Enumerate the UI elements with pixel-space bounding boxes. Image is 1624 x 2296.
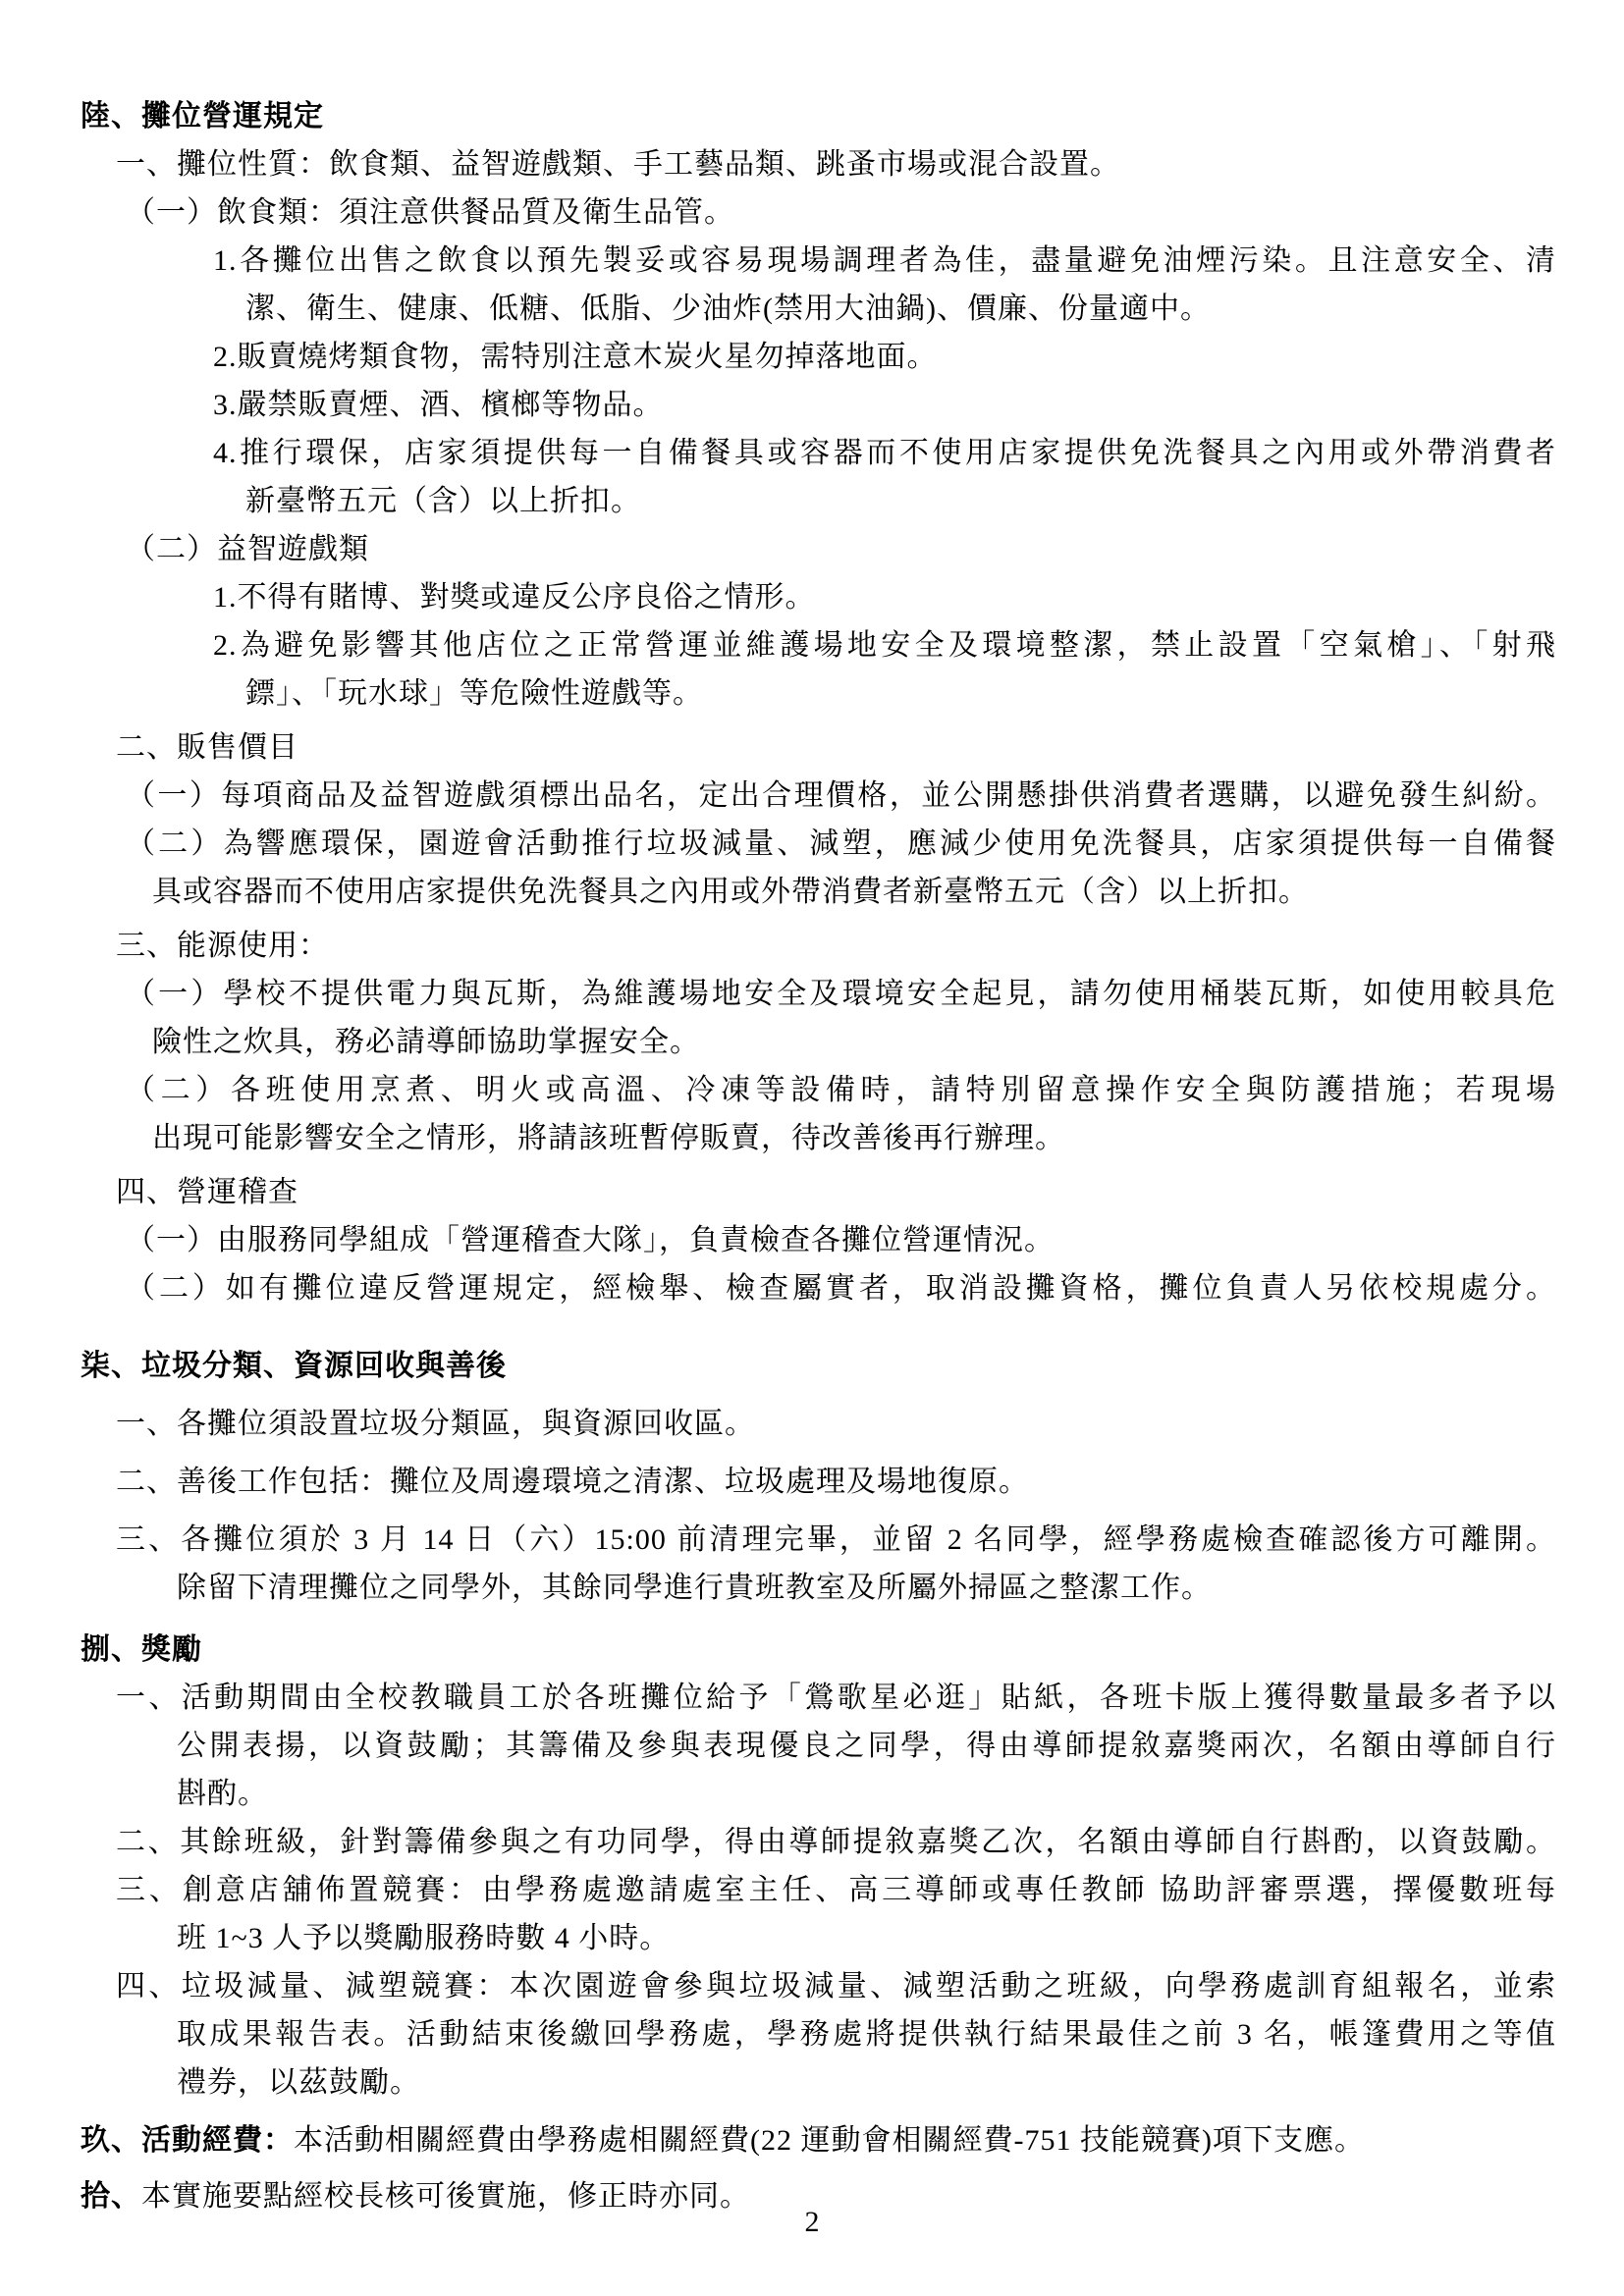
text-line: 險性之炊具，務必請導師協助掌握安全。 [152, 1026, 700, 1058]
section-heading-line: 拾、本實施要點經校長核可後實施，修正時亦同。 [81, 2180, 750, 2213]
page-number: 2 [804, 2206, 820, 2238]
text-line: （二）如有攤位違反營運規定，經檢舉、檢查屬實者，取消設攤資格，攤位負責人另依校規處分。 [126, 1272, 1556, 1305]
text-line: （一）學校不提供電力與瓦斯，為維護場地安全及環境安全起見，請勿使用桶裝瓦斯，如使用較具危 [126, 978, 1556, 1010]
text-line: 具或容器而不使用店家提供免洗餐具之內用或外帶消費者新臺幣五元（含）以上折扣。 [152, 876, 1309, 908]
text-line: （二）為響應環保，園遊會活動推行垃圾減量、減塑，應減少使用免洗餐具，店家須提供每一自備餐 [126, 828, 1556, 860]
text-line: （一）每項商品及益智遊戲須標出品名，定出合理價格，並公開懸掛供消費者選購，以避免發生糾紛。 [126, 779, 1556, 812]
text-line: 四、營運稽查 [116, 1176, 298, 1208]
text-line: 班 1~3 人予以獎勵服務時數 4 小時。 [177, 1922, 671, 1954]
section-label: 玖、活動經費： [81, 2124, 294, 2157]
text-line: 一、活動期間由全校教職員工於各班攤位給予「鶯歌星必逛」貼紙，各班卡版上獲得數量最多者予以 [116, 1682, 1556, 1714]
section-heading-line: 玖、活動經費：本活動相關經費由學務處相關經費(22 運動會相關經費-751 技能競賽)項下支應。 [81, 2124, 1365, 2157]
text-line: 2.為避免影響其他店位之正常營運並維護場地安全及環境整潔，禁止設置「空氣槍」、「射飛 [213, 629, 1556, 662]
section-heading-line: 捌、獎勵 [81, 1633, 202, 1666]
text-line: （二）益智遊戲類 [126, 533, 369, 565]
text-line: （二）各班使用烹煮、明火或高溫、冷凍等設備時，請特別留意操作安全與防護措施；若現場 [126, 1074, 1556, 1106]
text-line: 4.推行環保，店家須提供每一自備餐具或容器而不使用店家提供免洗餐具之內用或外帶消費者 [213, 437, 1556, 469]
section-heading-line: 陸、攤位營運規定 [81, 100, 324, 133]
text-line: 二、其餘班級，針對籌備參與之有功同學，得由導師提敘嘉獎乙次，名額由導師自行斟酌，以資鼓勵。 [116, 1826, 1556, 1858]
text-line: 一、各攤位須設置垃圾分類區，與資源回收區。 [116, 1408, 755, 1440]
text-line: 除留下清理攤位之同學外，其餘同學進行貴班教室及所屬外掃區之整潔工作。 [177, 1572, 1212, 1604]
text-line: 新臺幣五元（含）以上折扣。 [245, 485, 641, 517]
text-line: 取成果報告表。活動結束後繳回學務處，學務處將提供執行結果最佳之前 3 名，帳篷費用之等值 [177, 2018, 1556, 2051]
text-line: 斟酌。 [177, 1778, 268, 1810]
text-line: 一、攤位性質：飲食類、益智遊戲類、手工藝品類、跳蚤市場或混合設置。 [116, 148, 1120, 181]
text-line: （一）由服務同學組成「營運稽查大隊」，負責檢查各攤位營運情況。 [126, 1224, 1055, 1256]
text-line: 三、各攤位須於 3 月 14 日（六）15:00 前清理完畢，並留 2 名同學，經學務處檢查確認後方可離開。 [116, 1523, 1556, 1556]
text-line: 公開表揚，以資鼓勵；其籌備及參與表現優良之同學，得由導師提敘嘉獎兩次，名額由導師自行 [177, 1730, 1556, 1762]
text-line: 1.各攤位出售之飲食以預先製妥或容易現場調理者為佳，盡量避免油煙污染。且注意安全、清 [213, 244, 1556, 277]
text-line: 潔、衛生、健康、低糖、低脂、少油炸(禁用大油鍋)、價廉、份量適中。 [245, 293, 1211, 325]
text-line: 二、善後工作包括：攤位及周邊環境之清潔、垃圾處理及場地復原。 [116, 1466, 1029, 1498]
text-line: 二、販售價目 [116, 731, 298, 764]
text-line: 出現可能影響安全之情形，將請該班暫停販賣，待改善後再行辦理。 [152, 1122, 1065, 1154]
text-line: 三、能源使用： [116, 930, 329, 962]
text-line: 四、垃圾減量、減塑競賽：本次園遊會參與垃圾減量、減塑活動之班級，向學務處訓育組報名，並索 [116, 1970, 1556, 2002]
text-line: 2.販賣燒烤類食物，需特別注意木炭火星勿掉落地面。 [213, 341, 938, 373]
text-line: （一）飲食類：須注意供餐品質及衛生品管。 [126, 196, 734, 229]
text-line: 禮券，以茲鼓勵。 [177, 2066, 420, 2099]
text-line: 3.嚴禁販賣煙、酒、檳榔等物品。 [213, 389, 664, 421]
document-body [0, 92, 1624, 2220]
section-label: 拾、 [81, 2180, 141, 2213]
text-line: 鏢」、「玩水球」等危險性遊戲等。 [245, 677, 703, 710]
text-line: 三、創意店舖佈置競賽：由學務處邀請處室主任、高三導師或專任教師 協助評審票選，擇優數班每 [116, 1874, 1556, 1906]
section-heading-line: 柒、垃圾分類、資源回收與善後 [81, 1350, 507, 1382]
text-line: 1.不得有賭博、對獎或違反公序良俗之情形。 [213, 581, 816, 614]
